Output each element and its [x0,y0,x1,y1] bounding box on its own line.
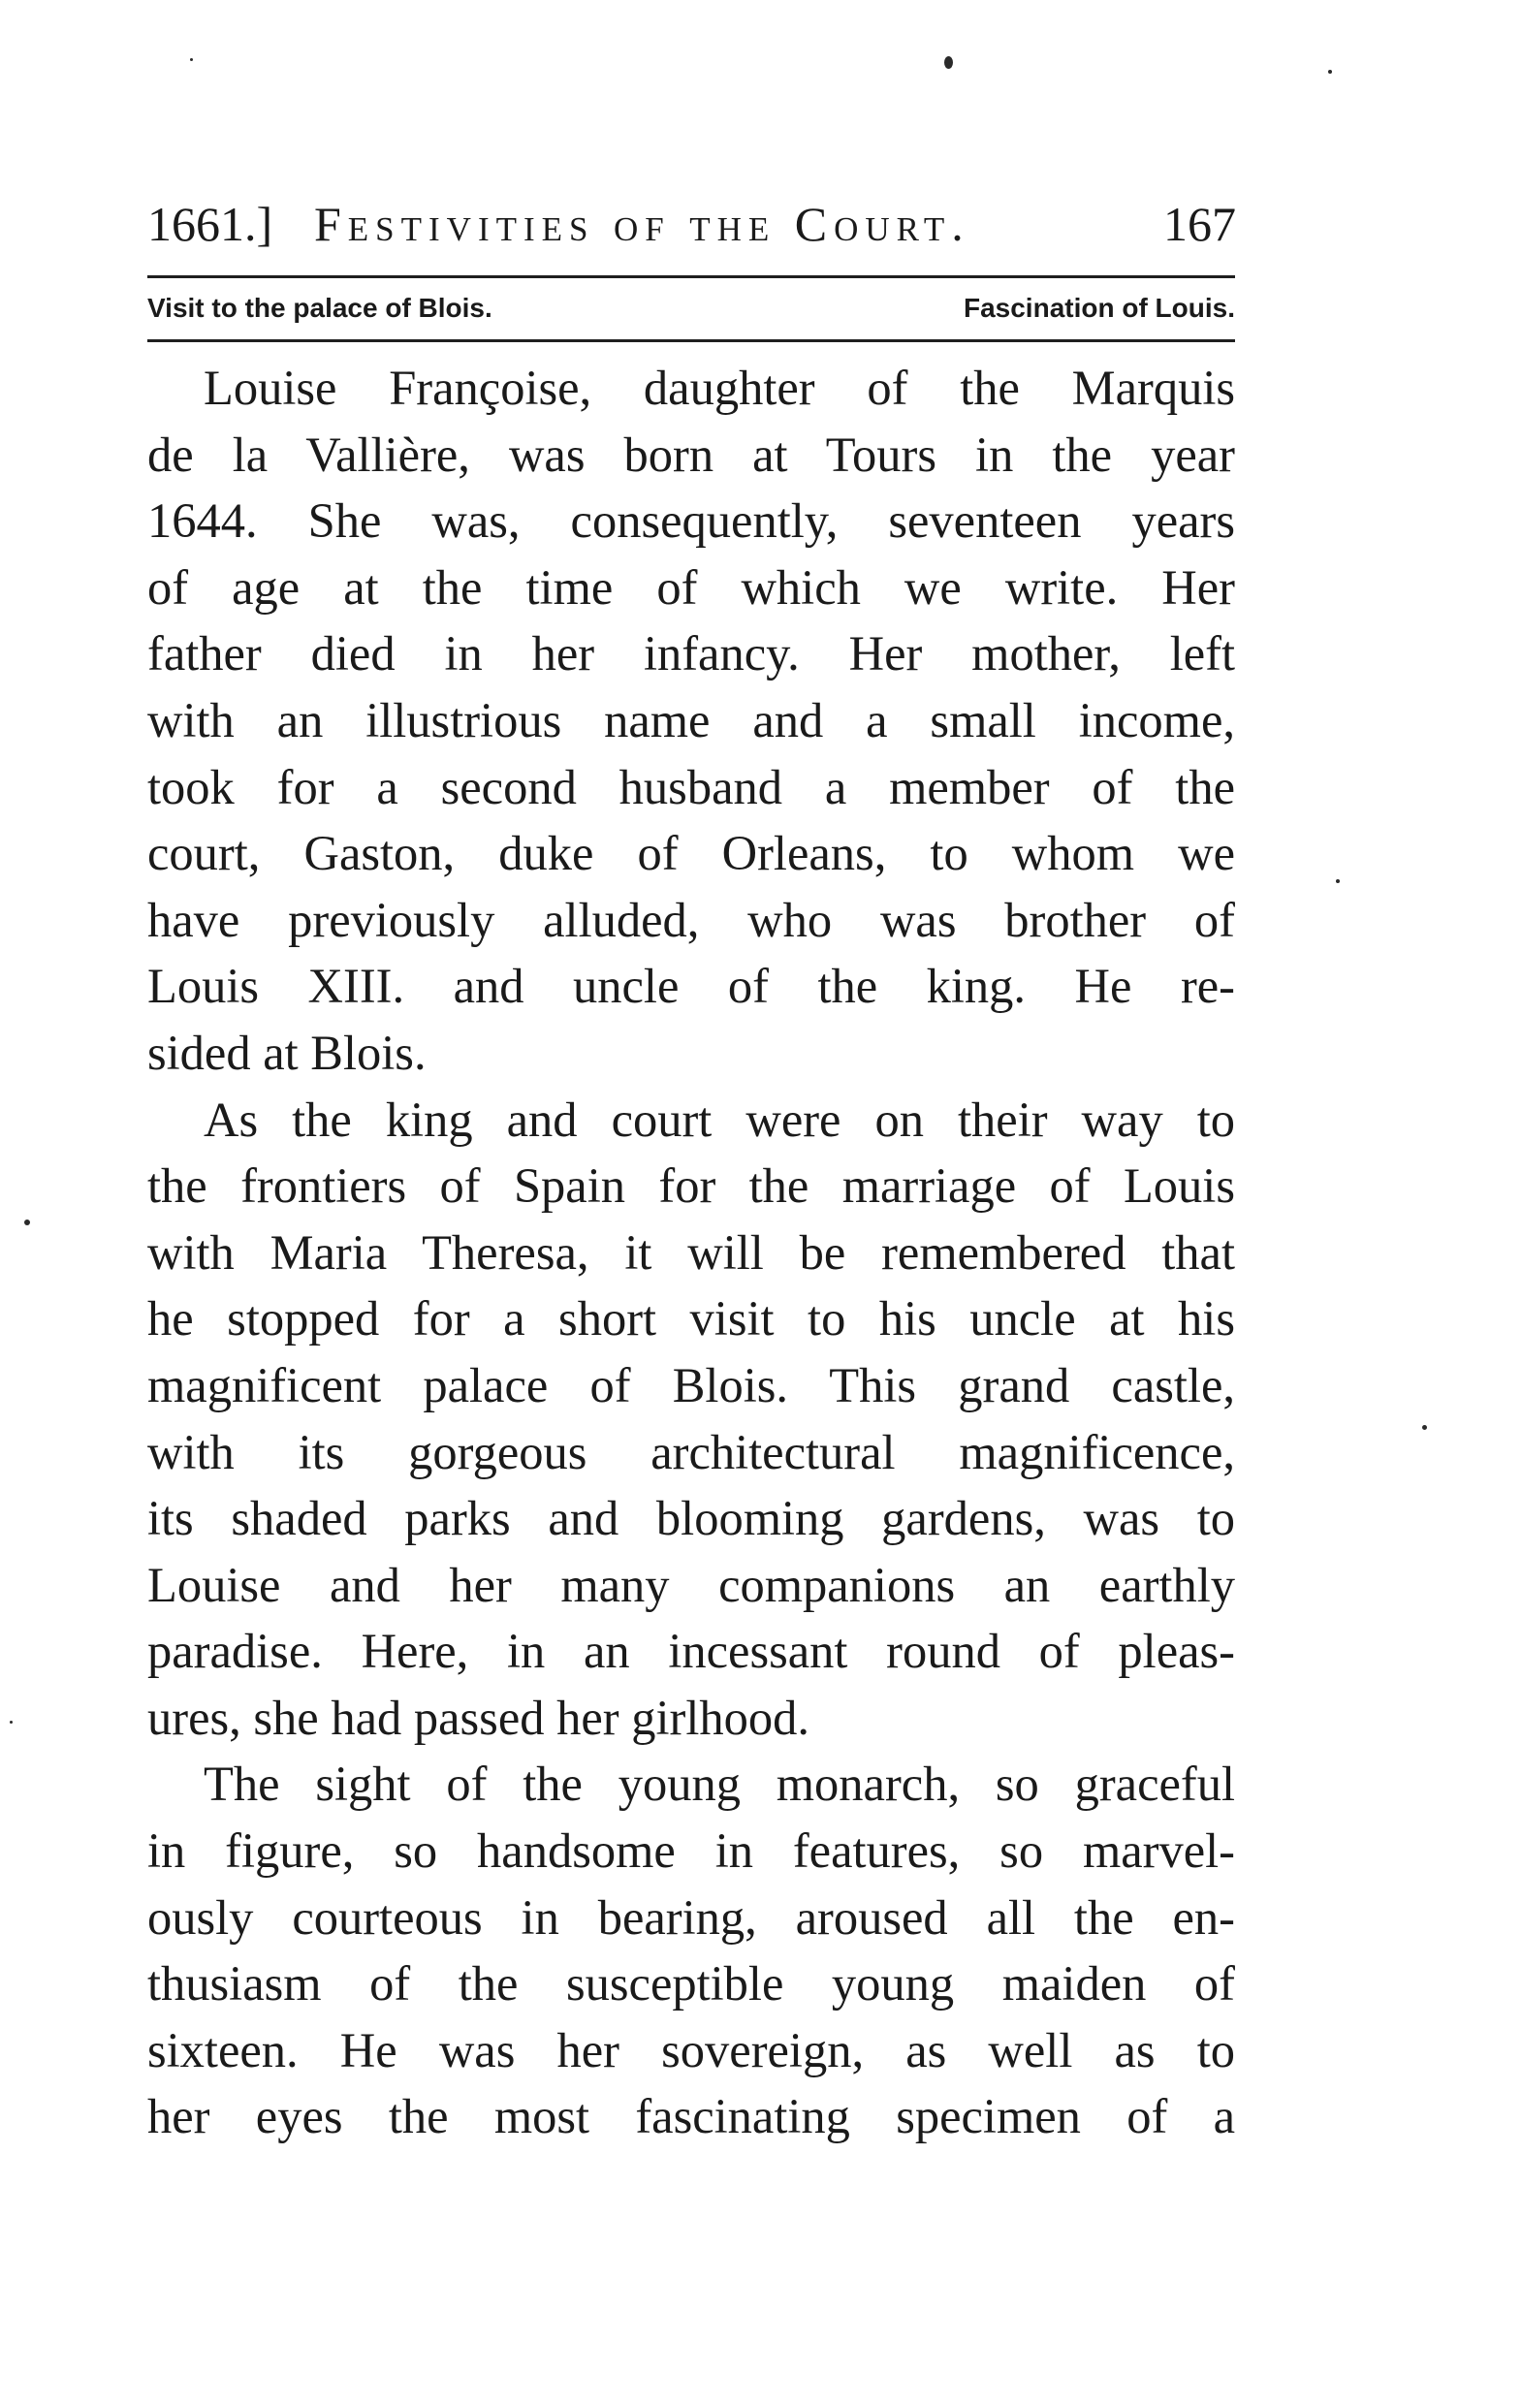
text-line: ures, she had passed her girlhood. [147,1690,809,1745]
paragraph [147,355,1235,1087]
side-notes [147,281,1235,335]
text-line: ously courteous in bearing, aroused all the en- [147,1889,1235,1945]
text-line: of age at the time of which we write. Her [147,559,1235,615]
side-note-right: Fascination of Louis. [963,293,1235,323]
text-line: took for a second husband a member of the [147,759,1235,814]
text-line: sided at Blois. [147,1025,427,1080]
text-line: de la Vallière, was born at Tours in the year [147,427,1235,482]
ink-speck [944,56,953,69]
text-line: her eyes the most fascinating specimen of a [147,2089,1235,2144]
text-line: with Maria Theresa, it will be remembered that [147,1224,1235,1280]
paragraph [147,1087,1235,1752]
body-text [147,355,1235,2150]
text-line: its shaded parks and blooming gardens, was to [147,1491,1235,1546]
ink-speck [1422,1425,1427,1430]
text-line: Louise Françoise, daughter of the Marquis [204,361,1235,415]
header-year: 1661.] [147,197,273,251]
text-line: in figure, so handsome in features, so marvel- [147,1823,1235,1879]
text-line: he stopped for a short visit to his uncle at his [147,1291,1235,1347]
ink-speck [1328,70,1332,74]
text-line: have previously alluded, who was brother of [147,892,1235,947]
ink-speck [190,58,193,61]
text-line: thusiasm of the susceptible young maiden of [147,1956,1235,2012]
ink-speck [1336,879,1340,883]
text-line: sixteen. He was her sovereign, as well as to [147,2022,1235,2077]
header-rule [147,275,1235,278]
page-number: 167 [1163,197,1236,251]
side-note-left: Visit to the palace of Blois. [147,293,492,323]
paragraph [147,1751,1235,2150]
text-line: 1644. She was, consequently, seventeen years [147,493,1235,549]
text-line: the frontiers of Spain for the marriage of Louis [147,1158,1235,1214]
text-line: court, Gaston, duke of Orleans, to whom we [147,826,1235,881]
header-title: Festivities of the Court. [314,197,970,251]
text-line: paradise. Here, in an incessant round of pleas- [147,1624,1235,1679]
text-line: As the king and court were on their way to [204,1092,1235,1147]
text-line: Louise and her many companions an earthly [147,1557,1235,1612]
text-line: father died in her infancy. Her mother, left [147,626,1235,681]
ink-speck [24,1220,30,1225]
text-line: Louis XIII. and uncle of the king. He re- [147,959,1235,1014]
text-line: with an illustrious name and a small income, [147,692,1235,747]
text-line: with its gorgeous architectural magnificence, [147,1424,1235,1479]
ink-speck [10,1721,13,1724]
text-line: magnificent palace of Blois. This grand castle, [147,1357,1235,1412]
running-header [147,189,1236,259]
text-line: The sight of the young monarch, so graceful [204,1757,1235,1812]
subheader-rule [147,339,1235,342]
